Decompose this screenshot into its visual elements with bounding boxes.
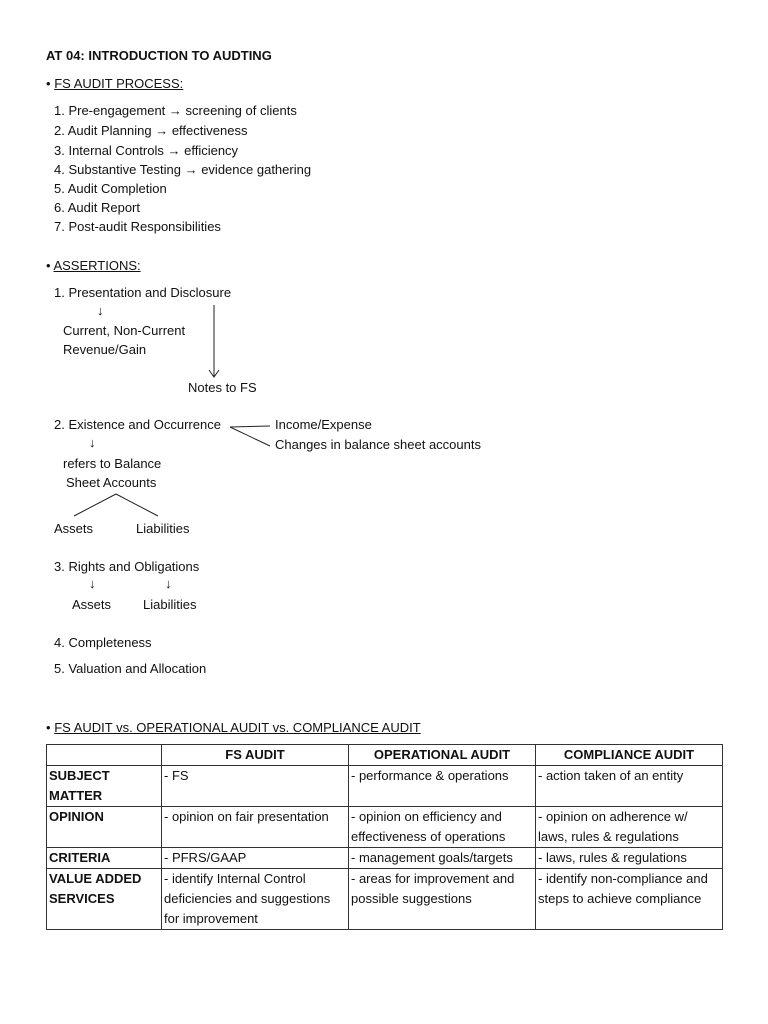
step-label: 1. Pre-engagement (54, 103, 166, 118)
assertion-3-right: Liabilities (143, 597, 197, 612)
table-header-row (47, 745, 723, 766)
row-label: SUBJECT MATTER (47, 766, 162, 807)
page-title: AT 04: INTRODUCTION TO AUDTING (46, 48, 272, 63)
table-cell: - identify Internal Control deficiencies and suggestions for improvement (162, 869, 349, 930)
table-header: OPERATIONAL AUDIT (349, 745, 536, 766)
connector-line (230, 426, 270, 427)
assertion-1-sub: Revenue/Gain (63, 342, 147, 357)
step-note: efficiency (184, 143, 239, 158)
down-arrow-icon: ↓ (89, 435, 96, 450)
step-note: screening of clients (185, 103, 297, 118)
comparison-heading: FS AUDIT vs. OPERATIONAL AUDIT vs. COMPLIANCE AUDIT (54, 720, 421, 735)
table-row (47, 848, 723, 869)
row-label: OPINION (47, 807, 162, 848)
right-arrow-icon: → (167, 143, 181, 158)
assertion-3-left: Assets (72, 597, 112, 612)
down-arrow-icon: ↓ (89, 576, 96, 591)
fs-audit-process-heading: FS AUDIT PROCESS: (54, 76, 184, 91)
comparison-table (46, 744, 723, 930)
table-cell: - management goals/targets (349, 848, 536, 869)
table-header (47, 745, 162, 766)
table-cell: - opinion on fair presentation (162, 807, 349, 848)
connector-line (230, 427, 270, 446)
table-row (47, 807, 723, 848)
section-heading-comparison (46, 720, 421, 736)
assertion-2-right: Liabilities (136, 521, 190, 536)
assertion-2: 2. Existence and Occurrence (54, 417, 221, 432)
connector-line (74, 494, 116, 516)
table-cell: - opinion on adherence w/ laws, rules & regulations (536, 807, 723, 848)
table-row (47, 869, 723, 930)
table-cell: - opinion on efficiency and effectiveness of operations (349, 807, 536, 848)
bullet: • (46, 258, 51, 273)
assertion-2-left: Assets (54, 521, 94, 536)
assertions-heading: ASSERTIONS: (53, 258, 141, 273)
assertion-2-sub: Sheet Accounts (66, 475, 157, 490)
down-arrow-icon: ↓ (165, 576, 172, 591)
right-arrow-icon: → (184, 162, 198, 177)
bullet: • (46, 76, 51, 91)
right-arrow-icon: → (168, 103, 182, 118)
assertion-1: 1. Presentation and Disclosure (54, 285, 232, 300)
table-cell: - FS (162, 766, 349, 807)
table-cell: - action taken of an entity (536, 766, 723, 807)
assertion-5: 5. Valuation and Allocation (54, 661, 207, 676)
process-step: 6. Audit Report (54, 200, 140, 215)
table-cell: - performance & operations (349, 766, 536, 807)
step-label: 4. Substantive Testing (54, 162, 181, 177)
right-arrow-icon: → (155, 123, 169, 138)
process-step: 5. Audit Completion (54, 181, 167, 196)
step-label: 2. Audit Planning (54, 123, 152, 138)
down-arrow-icon: ↓ (97, 303, 104, 318)
connector-line (116, 494, 158, 516)
assertion-2-sub: refers to Balance (63, 456, 162, 471)
step-note: effectiveness (171, 123, 248, 138)
process-step: 7. Post-audit Responsibilities (54, 219, 221, 234)
assertion-2-branch: Changes in balance sheet accounts (275, 437, 481, 452)
table-cell: - identify non-compliance and steps to achieve compliance (536, 869, 723, 930)
table-header: COMPLIANCE AUDIT (536, 745, 723, 766)
row-label: VALUE ADDED SERVICES (47, 869, 162, 930)
assertion-1-notes: Notes to FS (188, 380, 257, 395)
assertion-3: 3. Rights and Obligations (54, 559, 200, 574)
assertion-1-sub: Current, Non-Current (63, 323, 186, 338)
table-header: FS AUDIT (162, 745, 349, 766)
table-cell: - areas for improvement and possible suggestions (349, 869, 536, 930)
table-row (47, 766, 723, 807)
assertion-4: 4. Completeness (54, 635, 152, 650)
step-note: evidence gathering (201, 162, 312, 177)
assertion-2-branch: Income/Expense (275, 417, 372, 432)
step-label: 3. Internal Controls (54, 143, 164, 158)
table-cell: - PFRS/GAAP (162, 848, 349, 869)
row-label: CRITERIA (47, 848, 162, 869)
bullet: • (46, 720, 51, 735)
table-cell: - laws, rules & regulations (536, 848, 723, 869)
